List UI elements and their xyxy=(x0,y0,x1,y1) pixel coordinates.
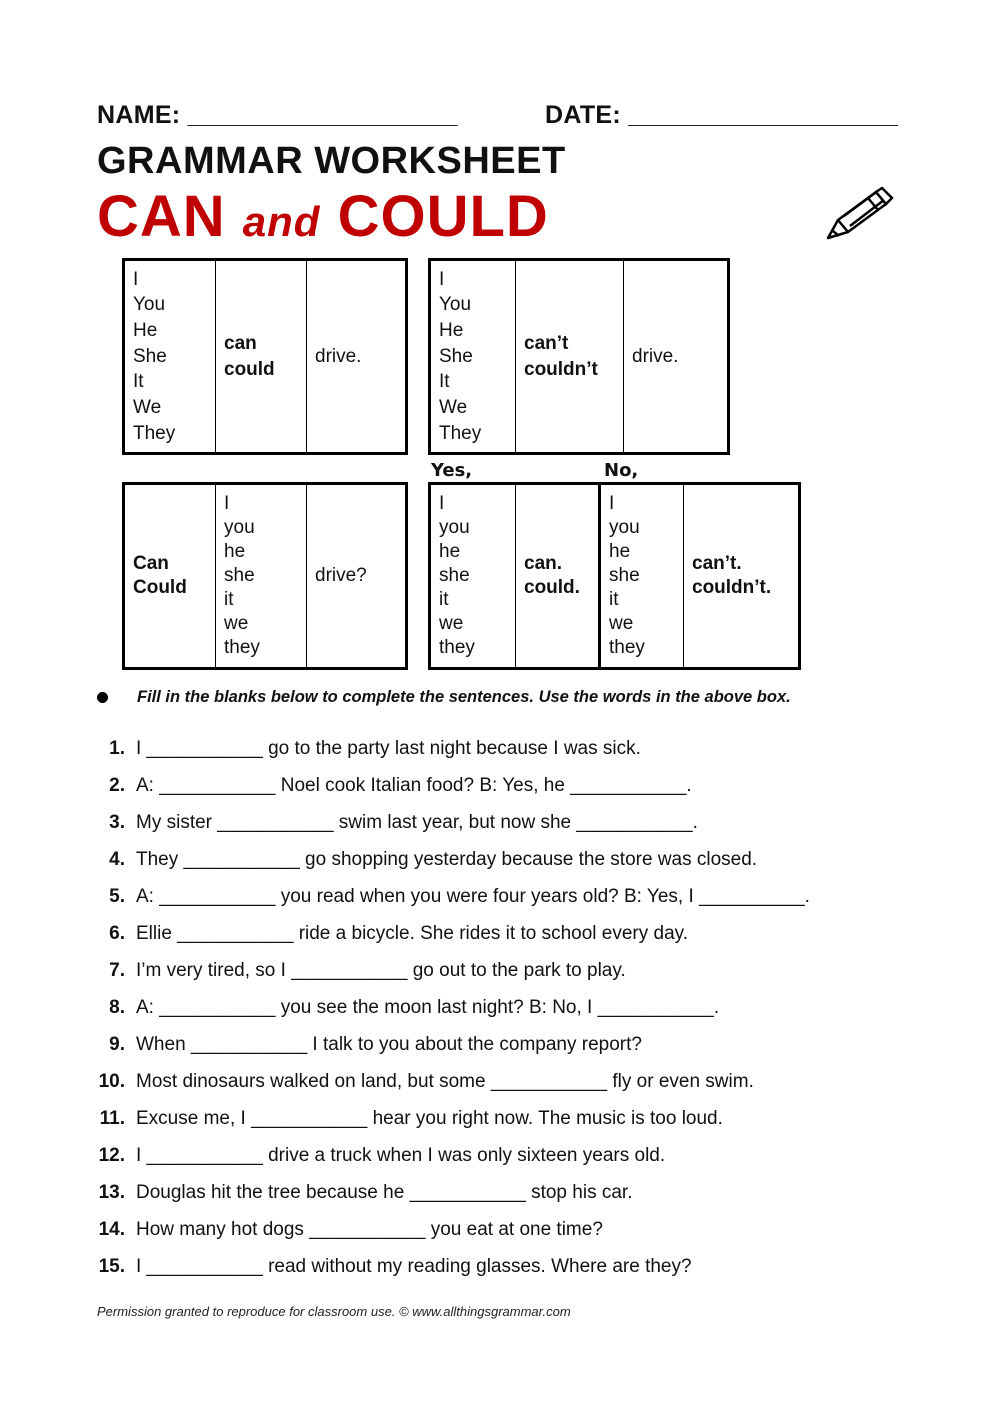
modal-column xyxy=(124,484,216,669)
pronoun: I xyxy=(439,493,445,514)
pronoun: she xyxy=(439,565,470,586)
pronoun: we xyxy=(224,613,249,634)
pronoun: You xyxy=(439,294,472,316)
question-item xyxy=(0,886,1000,912)
pronoun: he xyxy=(609,541,631,562)
pronoun: you xyxy=(609,517,640,538)
question-number: 1. xyxy=(109,738,125,759)
verb-cell xyxy=(307,484,407,669)
pronoun: it xyxy=(439,589,449,610)
verb-text: drive. xyxy=(632,345,679,367)
main-title xyxy=(97,183,549,250)
pronoun: You xyxy=(133,294,166,316)
pronoun: it xyxy=(609,589,619,610)
positive-table xyxy=(122,258,408,455)
title-can: CAN xyxy=(97,184,226,249)
pronoun-column xyxy=(124,260,216,454)
no-label: No, xyxy=(604,460,639,481)
question-item xyxy=(0,997,1000,1023)
modal-column xyxy=(516,260,624,454)
pencil-icon xyxy=(824,186,896,249)
question-text: Most dinosaurs walked on land, but some ___________ fly or even swim. xyxy=(136,1071,754,1092)
pronoun-column xyxy=(600,484,684,669)
pronoun: They xyxy=(133,422,176,444)
pronoun: he xyxy=(224,541,246,562)
pronoun: you xyxy=(439,517,470,538)
pronoun: you xyxy=(224,517,255,538)
modal-can: can xyxy=(224,332,257,354)
question-text: I’m very tired, so I ___________ go out to the park to play. xyxy=(136,960,626,981)
pronoun: we xyxy=(439,613,464,634)
pronoun: we xyxy=(609,613,634,634)
pronoun: We xyxy=(439,397,468,419)
pronoun: He xyxy=(133,319,158,341)
no-modal-column xyxy=(684,484,800,669)
pronoun: she xyxy=(609,565,640,586)
title-and: and xyxy=(242,198,321,245)
question-text: A: ___________ Noel cook Italian food? B: Yes, he ___________. xyxy=(136,775,692,796)
question-number: 8. xyxy=(109,997,125,1018)
question-number: 2. xyxy=(109,775,125,796)
question-text: I ___________ read without my reading glasses. Where are they? xyxy=(136,1256,692,1277)
question-item xyxy=(0,1145,1000,1171)
question-item xyxy=(0,923,1000,949)
modal-couldnt: couldn’t xyxy=(524,358,598,380)
question-number: 5. xyxy=(109,886,125,907)
question-item xyxy=(0,775,1000,801)
question-item xyxy=(0,1071,1000,1097)
question-text: A: ___________ you see the moon last night? B: No, I ___________. xyxy=(136,997,720,1018)
question-text: They ___________ go shopping yesterday because the store was closed. xyxy=(136,849,758,870)
question-number: 14. xyxy=(98,1219,125,1240)
question-number: 7. xyxy=(109,960,125,981)
pronoun: it xyxy=(224,589,234,610)
bullet-icon xyxy=(97,692,108,703)
pronoun: I xyxy=(609,493,615,514)
question-number: 9. xyxy=(109,1034,125,1055)
question-item xyxy=(0,1219,1000,1245)
question-number: 13. xyxy=(98,1182,125,1203)
verb-text: drive. xyxy=(315,345,362,367)
pronoun: It xyxy=(439,371,450,393)
verb-cell xyxy=(307,260,407,454)
pronoun: he xyxy=(439,541,461,562)
no-cant: can’t. xyxy=(692,553,742,574)
pronoun: It xyxy=(133,371,144,393)
verb-cell xyxy=(624,260,729,454)
modal-column xyxy=(216,260,307,454)
yes-modal-column xyxy=(516,484,600,669)
negative-table xyxy=(428,258,730,455)
title-could: COULD xyxy=(337,184,549,249)
verb-text: drive? xyxy=(315,565,367,586)
question-item xyxy=(0,1256,1000,1282)
pronoun: she xyxy=(224,565,255,586)
modal-could: Could xyxy=(133,577,187,598)
question-text: I ___________ drive a truck when I was only sixteen years old. xyxy=(136,1145,666,1166)
modal-cant: can’t xyxy=(524,332,569,354)
yes-label: Yes, xyxy=(431,460,473,481)
pronoun-column xyxy=(216,484,307,669)
question-number: 10. xyxy=(98,1071,125,1092)
name-field-label: NAME: ___________________ xyxy=(97,101,458,129)
question-item xyxy=(0,960,1000,986)
question-text: Douglas hit the tree because he ___________ stop his car. xyxy=(136,1182,633,1203)
question-text: How many hot dogs ___________ you eat at one time? xyxy=(136,1219,603,1240)
pronoun: He xyxy=(439,319,464,341)
pronoun: She xyxy=(133,345,167,367)
pronoun-column xyxy=(430,484,516,669)
pronoun: they xyxy=(439,637,475,658)
question-text: A: ___________ you read when you were four years old? B: Yes, I __________. xyxy=(136,886,810,907)
question-item xyxy=(0,1034,1000,1060)
question-number: 6. xyxy=(109,923,125,944)
question-item xyxy=(0,1108,1000,1134)
question-number: 12. xyxy=(98,1145,125,1166)
pronoun: they xyxy=(609,637,645,658)
pronoun: I xyxy=(224,493,230,514)
pronoun: they xyxy=(224,637,260,658)
pronoun: I xyxy=(439,268,445,290)
pronoun-column xyxy=(430,260,516,454)
question-item xyxy=(0,738,1000,764)
question-table xyxy=(122,482,408,670)
question-number: 4. xyxy=(109,849,125,870)
yes-could: could. xyxy=(524,577,580,598)
date-field-label: DATE: ___________________ xyxy=(545,101,899,129)
question-text: Ellie ___________ ride a bicycle. She rides it to school every day. xyxy=(136,923,689,944)
question-number: 15. xyxy=(98,1256,125,1277)
modal-could: could xyxy=(224,358,275,380)
modal-can: Can xyxy=(133,553,169,574)
question-number: 3. xyxy=(109,812,125,833)
question-text: I ___________ go to the party last night because I was sick. xyxy=(136,738,641,759)
yes-can: can. xyxy=(524,553,563,574)
question-item xyxy=(0,1182,1000,1208)
instruction-text: Fill in the blanks below to complete the sentences. Use the words in the above box. xyxy=(137,688,791,706)
question-text: Excuse me, I ___________ hear you right now. The music is too loud. xyxy=(136,1108,723,1129)
pronoun: She xyxy=(439,345,473,367)
permission-footer: Permission granted to reproduce for classroom use. © www.allthingsgrammar.com xyxy=(97,1304,571,1319)
question-text: My sister ___________ swim last year, but now she ___________. xyxy=(136,812,698,833)
pronoun: I xyxy=(133,268,139,290)
no-couldnt: couldn’t. xyxy=(692,577,772,598)
pronoun: They xyxy=(439,422,482,444)
question-item xyxy=(0,849,1000,875)
question-item xyxy=(0,812,1000,838)
question-text: When ___________ I talk to you about the company report? xyxy=(136,1034,642,1055)
pronoun: We xyxy=(133,397,162,419)
question-number: 11. xyxy=(99,1108,125,1129)
worksheet-title: GRAMMAR WORKSHEET xyxy=(97,140,566,182)
short-answer-table xyxy=(428,482,801,670)
